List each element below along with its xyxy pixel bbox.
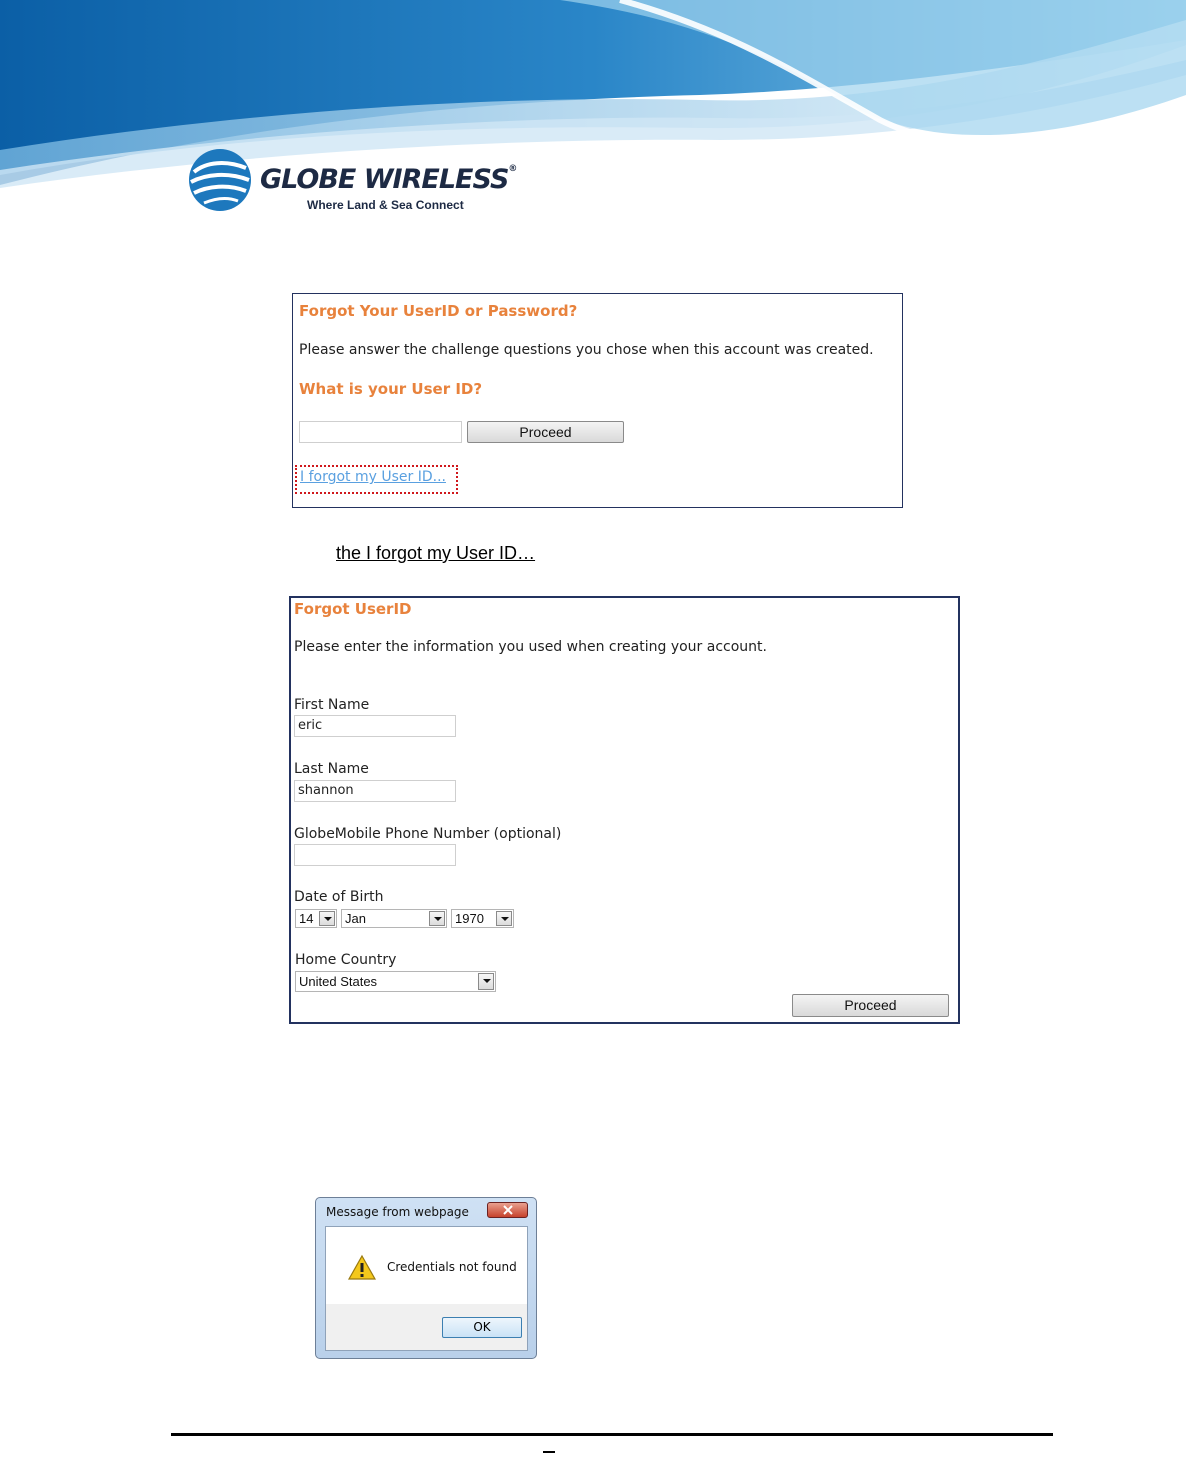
- forgot-password-panel: [292, 293, 903, 508]
- panel-title: Forgot UserID: [294, 600, 412, 618]
- message-dialog: [315, 1197, 537, 1359]
- last-name-input[interactable]: shannon: [294, 780, 456, 802]
- footer-page-mark: [543, 1451, 555, 1453]
- header-wave-banner: [0, 0, 1186, 190]
- proceed-button[interactable]: Proceed: [467, 421, 624, 443]
- dob-year-value: 1970: [455, 911, 484, 926]
- phone-label: GlobeMobile Phone Number (optional): [294, 826, 562, 842]
- close-icon: [502, 1205, 514, 1215]
- dob-month-value: Jan: [345, 911, 366, 926]
- country-select[interactable]: [295, 971, 496, 992]
- phone-input[interactable]: [294, 844, 456, 866]
- question-label: What is your User ID?: [299, 380, 483, 398]
- country-label: Home Country: [295, 952, 397, 968]
- instruction-text: Please enter the information you used when creating your account.: [294, 639, 767, 655]
- ok-button[interactable]: OK: [442, 1317, 522, 1338]
- brand-tagline: Where Land & Sea Connect: [307, 198, 464, 212]
- proceed-button[interactable]: Proceed: [792, 994, 949, 1017]
- globe-wireless-logo: [186, 146, 517, 216]
- userid-input[interactable]: [299, 421, 462, 443]
- forgot-userid-panel: [289, 596, 960, 1024]
- first-name-label: First Name: [294, 697, 370, 713]
- first-name-input[interactable]: eric: [294, 715, 456, 737]
- dropdown-arrow-icon: [319, 911, 335, 926]
- footer-rule: [171, 1433, 1053, 1436]
- globe-icon: [186, 146, 254, 214]
- step-caption: the I forgot my User ID…: [336, 543, 536, 563]
- instruction-text: Please answer the challenge questions you chose when this account was created.: [299, 342, 874, 358]
- dialog-message: Credentials not found: [387, 1260, 517, 1274]
- dialog-body: [325, 1226, 528, 1351]
- dob-month-select[interactable]: [341, 909, 447, 928]
- forgot-userid-link[interactable]: I forgot my User ID...: [300, 469, 446, 485]
- dropdown-arrow-icon: [478, 973, 494, 990]
- dob-label: Date of Birth: [294, 889, 384, 905]
- warning-icon: [347, 1254, 377, 1281]
- last-name-label: Last Name: [294, 761, 369, 777]
- close-button[interactable]: [487, 1202, 528, 1218]
- dropdown-arrow-icon: [496, 911, 512, 926]
- panel-title: Forgot Your UserID or Password?: [299, 302, 578, 320]
- dropdown-arrow-icon: [429, 911, 445, 926]
- dob-year-select[interactable]: [451, 909, 514, 928]
- country-value: United States: [299, 974, 378, 989]
- dob-day-value: 14: [299, 911, 314, 926]
- dialog-title: Message from webpage: [326, 1205, 469, 1219]
- dob-day-select[interactable]: [295, 909, 337, 928]
- brand-name: GLOBE WIRELESS®: [260, 164, 517, 195]
